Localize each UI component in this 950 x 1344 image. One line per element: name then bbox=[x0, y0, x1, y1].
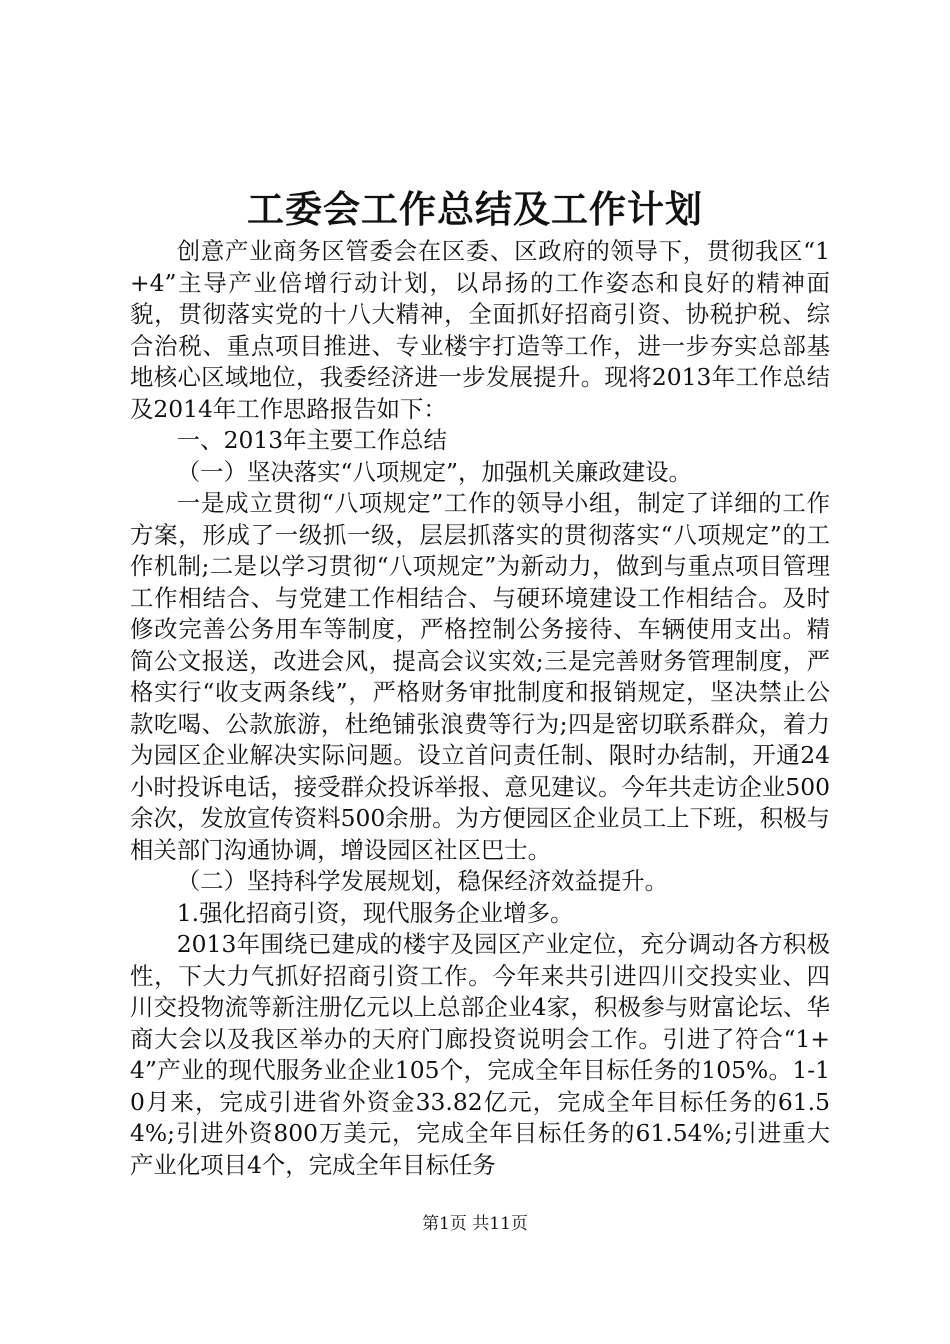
paragraph-intro: 创意产业商务区管委会在区委、区政府的领导下，贯彻我区“1+4”主导产业倍增行动计划，以昂扬的工作姿态和良好的精神面貌，贯彻落实党的十八大精神，全面抓好招商引资、协税护税、综合治税、重点项目推进、专业楼宇打造等工作，进一步夯实总部基地核心区域地位，我委经济进一步发展提升。现将2013年工作总结及2014年工作思路报告如下： bbox=[130, 237, 830, 423]
heading-subsection-2: （二）坚持科学发展规划，稳保经济效益提升。 bbox=[176, 867, 668, 895]
paragraph-investment: 2013年围绕已建成的楼宇及园区产业定位，充分调动各方积极性，下大力气抓好招商引资工作。今年来共引进四川交投实业、四川交投物流等新注册亿元以上总部企业4家，积极参与财富论坛、华商大会以及我区举办的天府门廊投资说明会工作。引进了符合“1+4”产业的现代服务业企业105个，完成全年目标任务的105%。1-10月来，完成引进省外资金33.82亿元，完成全年目标任务的61.54%;引进外资800万美元，完成全年目标任务的61.54%;引进重大产业化项目4个，完成全年目标任务 bbox=[130, 930, 830, 1179]
heading-subsection-1: （一）坚决落实“八项规定”，加强机关廉政建设。 bbox=[176, 457, 692, 486]
paragraph-eight-rules: 一是成立贯彻“八项规定”工作的领导小组，制定了详细的工作方案，形成了一级抓一级，层层抓落实的贯彻落实“八项规定”的工作机制;二是以学习贯彻“八项规定”为新动力，做到与重点项目管理工作相结合、与党建工作相结合、与硬环境建设工作相结合。及时修改完善公务用车等制度，严格控制公务接待、车辆使用支出。精简公文报送，改进会风，提高会议实效;三是完善财务管理制度，严格实行“收支两条线”，严格财务审批制度和报销规定，坚决禁止公款吃喝、公款旅游，杜绝铺张浪费等行为;四是密切联系群众，着力为园区企业解决实际问题。设立首问责任制、限时办结制，开通24小时投诉电话，接受群众投诉举报、意见建议。今年共走访企业500余次，发放宣传资料500余册。为方便园区企业员工上下班，积极与相关部门沟通协调，增设园区社区巴士。 bbox=[130, 489, 830, 864]
document-body bbox=[130, 236, 830, 1181]
document-title: 工委会工作总结及工作计划 bbox=[247, 187, 703, 231]
heading-section-1: 一、2013年主要工作总结 bbox=[176, 426, 447, 454]
heading-item-1: 1.强化招商引资，现代服务企业增多。 bbox=[176, 898, 574, 927]
page-number-footer: 第1页 共11页 bbox=[422, 1214, 528, 1234]
